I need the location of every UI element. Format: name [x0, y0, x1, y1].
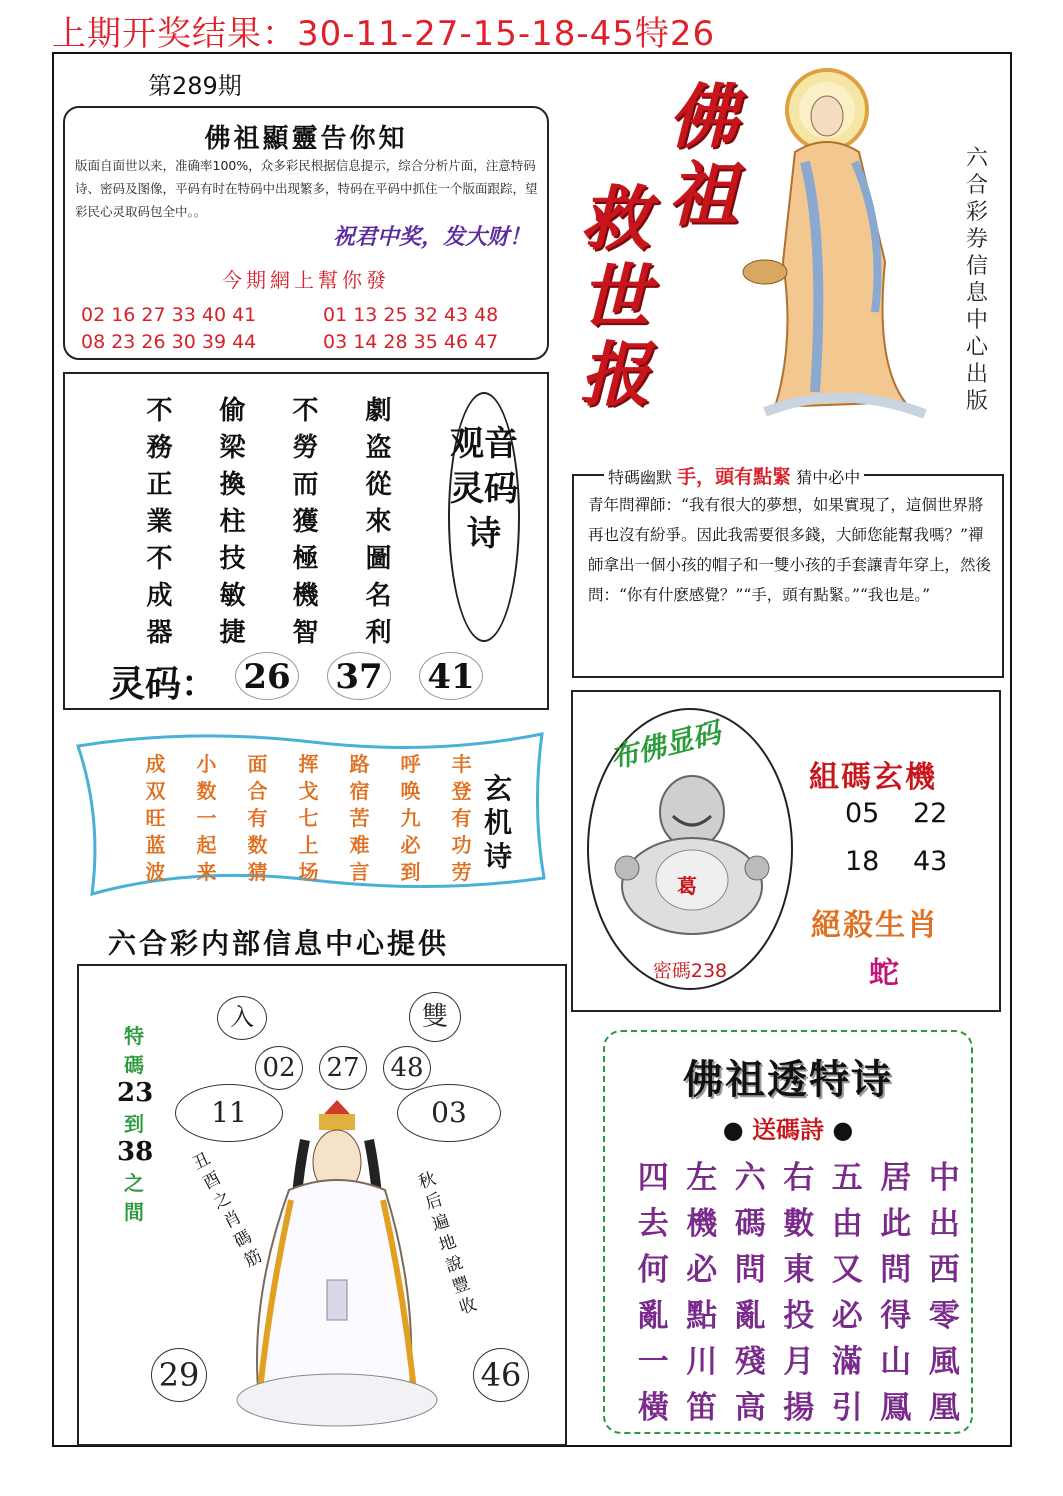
poem-char: 捷 [219, 618, 246, 648]
xuanji-char: 路 [349, 752, 370, 776]
poem-char: 從 [365, 470, 392, 500]
poem-char: 盗 [365, 433, 392, 463]
lingma-number: 37 [327, 652, 391, 700]
tete-char: 西 [928, 1252, 960, 1288]
tete-char: 得 [880, 1298, 912, 1334]
last-result-header: 上期开奖结果：30-11-27-15-18-45特26 [52, 14, 716, 54]
tete-poem-subtitle-text: 送碼詩 [752, 1115, 824, 1144]
poem-char: 來 [365, 507, 392, 537]
bullet-dot: ● [722, 1115, 744, 1144]
number-row: 03 14 28 35 46 47 [323, 331, 499, 353]
zuma-number: 43 [913, 846, 948, 877]
tema-range-column [117, 1020, 154, 1225]
xuanji-char: 上 [298, 833, 319, 857]
lingma-number: 26 [235, 652, 299, 700]
xuanji-char: 波 [145, 860, 166, 884]
poem-char: 務 [146, 433, 173, 463]
tete-char: 投 [783, 1298, 815, 1334]
tema-number: 23 [117, 1078, 154, 1108]
poem-char: 不 [146, 544, 173, 574]
tete-char: 又 [831, 1252, 863, 1288]
tete-char: 風 [928, 1344, 960, 1380]
xuanji-char: 合 [247, 779, 268, 803]
poem-char: 業 [146, 507, 173, 537]
tete-char: 此 [880, 1206, 912, 1242]
xuanji-char: 言 [349, 860, 370, 884]
xuanji-char: 双 [145, 779, 166, 803]
xuanji-char: 来 [196, 860, 217, 884]
xuanji-label: 玄机诗 [484, 772, 513, 873]
lower-left-box [77, 964, 567, 1446]
poem-char: 梁 [219, 433, 246, 463]
zuma-number: 22 [913, 798, 948, 829]
tete-char: 山 [880, 1344, 912, 1380]
xuanji-char: 旺 [145, 806, 166, 830]
xuanji-char: 成 [145, 752, 166, 776]
xuanji-char: 场 [298, 860, 319, 884]
xuanji-grid [130, 748, 487, 883]
joke-header [604, 462, 864, 489]
masthead-title-line1: 佛祖 [668, 75, 738, 236]
poem-char: 不 [292, 396, 319, 426]
xuanji-char: 七 [298, 806, 319, 830]
xuanji-char: 小 [196, 752, 217, 776]
notice-title: 佛祖顯靈告你知 [204, 124, 408, 154]
tete-char: 碼 [734, 1206, 766, 1242]
poem-char: 不 [146, 396, 173, 426]
tete-char: 右 [783, 1160, 815, 1196]
poem-char: 名 [365, 581, 392, 611]
tete-char: 引 [831, 1390, 863, 1426]
tete-char: 數 [783, 1206, 815, 1242]
xuanji-char: 唤 [400, 779, 421, 803]
provider-line: 六合彩内部信息中心提供 [108, 927, 450, 960]
xuanji-char: 数 [196, 779, 217, 803]
poem-char: 劇 [365, 396, 392, 426]
poem-char: 智 [292, 618, 319, 648]
poem-char: 器 [146, 618, 173, 648]
xuanji-char: 登 [451, 779, 472, 803]
buddha-arc-label: 布佛显码 [607, 715, 724, 776]
share-title: 今期網上幫你發 [222, 268, 390, 292]
right-verse: 秋后遍地說豐收 [416, 1168, 480, 1319]
xuanji-char: 面 [247, 752, 268, 776]
poem-char: 正 [146, 470, 173, 500]
poem-char: 勞 [292, 433, 319, 463]
tete-char: 笛 [686, 1390, 718, 1426]
tete-char: 出 [928, 1206, 960, 1242]
xuanji-char: 难 [349, 833, 370, 857]
tete-char: 一 [637, 1344, 669, 1380]
tete-char: 居 [880, 1160, 912, 1196]
buddha-belly-char: 葛 [677, 874, 697, 898]
tema-char: 之 [124, 1171, 144, 1195]
joke-header-suffix: 猜中必中 [796, 468, 861, 487]
poem-char: 機 [292, 581, 319, 611]
tete-char: 殘 [734, 1344, 766, 1380]
mid-number: 02 [255, 1046, 303, 1090]
tete-char: 亂 [637, 1298, 669, 1334]
bullet-dot: ● [832, 1115, 854, 1144]
number-row: 01 13 25 32 43 48 [323, 304, 499, 326]
xuanji-char: 戈 [298, 779, 319, 803]
corner-number: 29 [151, 1348, 207, 1402]
tete-char: 左 [686, 1160, 718, 1196]
badge-shuang: 雙 [409, 992, 461, 1042]
guanyin-seated-figure [229, 1100, 439, 1440]
poem-char: 成 [146, 581, 173, 611]
xuanji-char: 蓝 [145, 833, 166, 857]
poem-char: 極 [292, 544, 319, 574]
tete-char: 鳳 [880, 1390, 912, 1426]
tete-char: 何 [637, 1252, 669, 1288]
xuanji-char: 丰 [451, 752, 472, 776]
xuanji-char: 宿 [349, 779, 370, 803]
tete-char: 由 [831, 1206, 863, 1242]
notice-wish: 祝君中奖，发大财！ [332, 224, 531, 250]
xuanji-char: 猜 [247, 860, 268, 884]
tete-char: 月 [783, 1344, 815, 1380]
poem-char: 圖 [365, 544, 392, 574]
tete-char: 亂 [734, 1298, 766, 1334]
xuanji-char: 呼 [400, 752, 421, 776]
tema-char: 間 [124, 1200, 144, 1224]
xuanji-char: 一 [196, 806, 217, 830]
laughing-buddha-figure [607, 768, 777, 938]
zuma-title: 組碼玄機 [809, 760, 937, 795]
publisher-label: 六合彩券信息中心出版 [965, 146, 988, 414]
tete-char: 問 [734, 1252, 766, 1288]
xuanji-char: 数 [247, 833, 268, 857]
tete-char: 必 [686, 1252, 718, 1288]
tete-char: 六 [734, 1160, 766, 1196]
poem-char: 而 [292, 470, 319, 500]
tete-poem-box [603, 1030, 973, 1434]
issue-number: 第289期 [148, 72, 242, 100]
guanyin-poem-box [63, 372, 549, 710]
masthead-title-line2: 救世报 [580, 177, 650, 416]
left-verse: 丑酉之肖碼筋 [189, 1148, 266, 1272]
tema-char: 碼 [124, 1053, 144, 1077]
poem-char: 敏 [219, 581, 246, 611]
xuanji-char: 劳 [451, 860, 472, 884]
joke-header-highlight: 手，頭有點緊 [677, 466, 792, 488]
joke-body: 青年問禪師：“我有很大的夢想，如果實現了，這個世界將再也沒有紛爭。因此我需要很多錢，大師您能幫我嗎？”禪師拿出一個小孩的帽子和一雙小孩的手套讓青年穿上，然後問：“你有什麽感覺？”“手，頭有點緊。”“我也是。” [588, 496, 992, 604]
tete-char: 機 [686, 1206, 718, 1242]
poem-char: 偷 [219, 396, 246, 426]
tete-char: 揚 [783, 1390, 815, 1426]
tete-char: 凰 [928, 1390, 960, 1426]
xuanji-banner [72, 728, 546, 896]
excluded-zodiac: 蛇 [869, 956, 899, 991]
xuanji-char: 挥 [298, 752, 319, 776]
xuanji-char: 有 [247, 806, 268, 830]
tete-poem-grid [629, 1152, 969, 1428]
mid-number: 48 [383, 1046, 431, 1090]
zuma-number: 18 [845, 846, 880, 877]
xuanji-char: 必 [400, 833, 421, 857]
poem-char: 柱 [219, 507, 246, 537]
number-row: 02 16 27 33 40 41 [81, 304, 257, 326]
tete-char: 五 [831, 1160, 863, 1196]
tete-poem-title: 佛祖透特诗 [683, 1056, 893, 1103]
mid-number: 27 [319, 1046, 367, 1090]
xuanji-char: 有 [451, 806, 472, 830]
tete-char: 川 [686, 1344, 718, 1380]
poem-char: 技 [219, 544, 246, 574]
badge-ru: 入 [217, 996, 267, 1040]
side-oval-number: 11 [175, 1084, 283, 1142]
tete-char: 必 [831, 1298, 863, 1334]
tete-char: 東 [783, 1252, 815, 1288]
guanyin-poem-grid [123, 390, 415, 649]
tete-char: 去 [637, 1206, 669, 1242]
tete-char: 問 [880, 1252, 912, 1288]
poem-char: 獲 [292, 507, 319, 537]
zuma-number: 05 [845, 798, 880, 829]
tete-char: 滿 [831, 1344, 863, 1380]
poem-char: 換 [219, 470, 246, 500]
tete-char: 四 [637, 1160, 669, 1196]
guanyin-poem-label: 观音灵码诗 [450, 424, 518, 554]
joke-box [572, 466, 1004, 678]
tete-poem-subtitle [605, 1110, 971, 1145]
side-oval-number: 03 [397, 1084, 501, 1142]
corner-number: 46 [473, 1348, 529, 1402]
lingma-label: 灵码： [109, 663, 218, 705]
guanyin-standing-figure [735, 62, 945, 422]
tema-char: 特 [124, 1024, 144, 1048]
xuanji-char: 苦 [349, 806, 370, 830]
notice-body: 版面自面世以来，准确率100%，众多彩民根据信息提示，综合分析片面，注意特码诗、密码及图像，平码有时在特码中出现繁多，特码在平码中抓住一个版面跟踪，望彩民心灵取码包全中。。 [75, 158, 538, 219]
tete-char: 高 [734, 1390, 766, 1426]
notice-box [63, 106, 549, 360]
tete-char: 點 [686, 1298, 718, 1334]
tete-char: 橫 [637, 1390, 669, 1426]
poem-char: 利 [365, 618, 392, 648]
xuanji-char: 起 [196, 833, 217, 857]
guanyin-poem-label-oval [448, 392, 520, 642]
number-row: 08 23 26 30 39 44 [81, 331, 257, 353]
secret-code: 密碼238 [652, 960, 728, 982]
tete-char: 零 [928, 1298, 960, 1334]
laughing-buddha-oval [587, 708, 793, 990]
tete-char: 中 [928, 1160, 960, 1196]
buddha-box [571, 690, 1001, 1012]
jueshao-title: 絕殺生肖 [811, 908, 939, 943]
joke-header-prefix: 特碼幽默 [608, 468, 673, 487]
xuanji-char: 九 [400, 806, 421, 830]
lingma-number: 41 [419, 652, 483, 700]
tema-number: 38 [117, 1137, 154, 1167]
xuanji-char: 到 [400, 860, 421, 884]
tema-char: 到 [124, 1112, 144, 1136]
xuanji-char: 功 [451, 833, 472, 857]
